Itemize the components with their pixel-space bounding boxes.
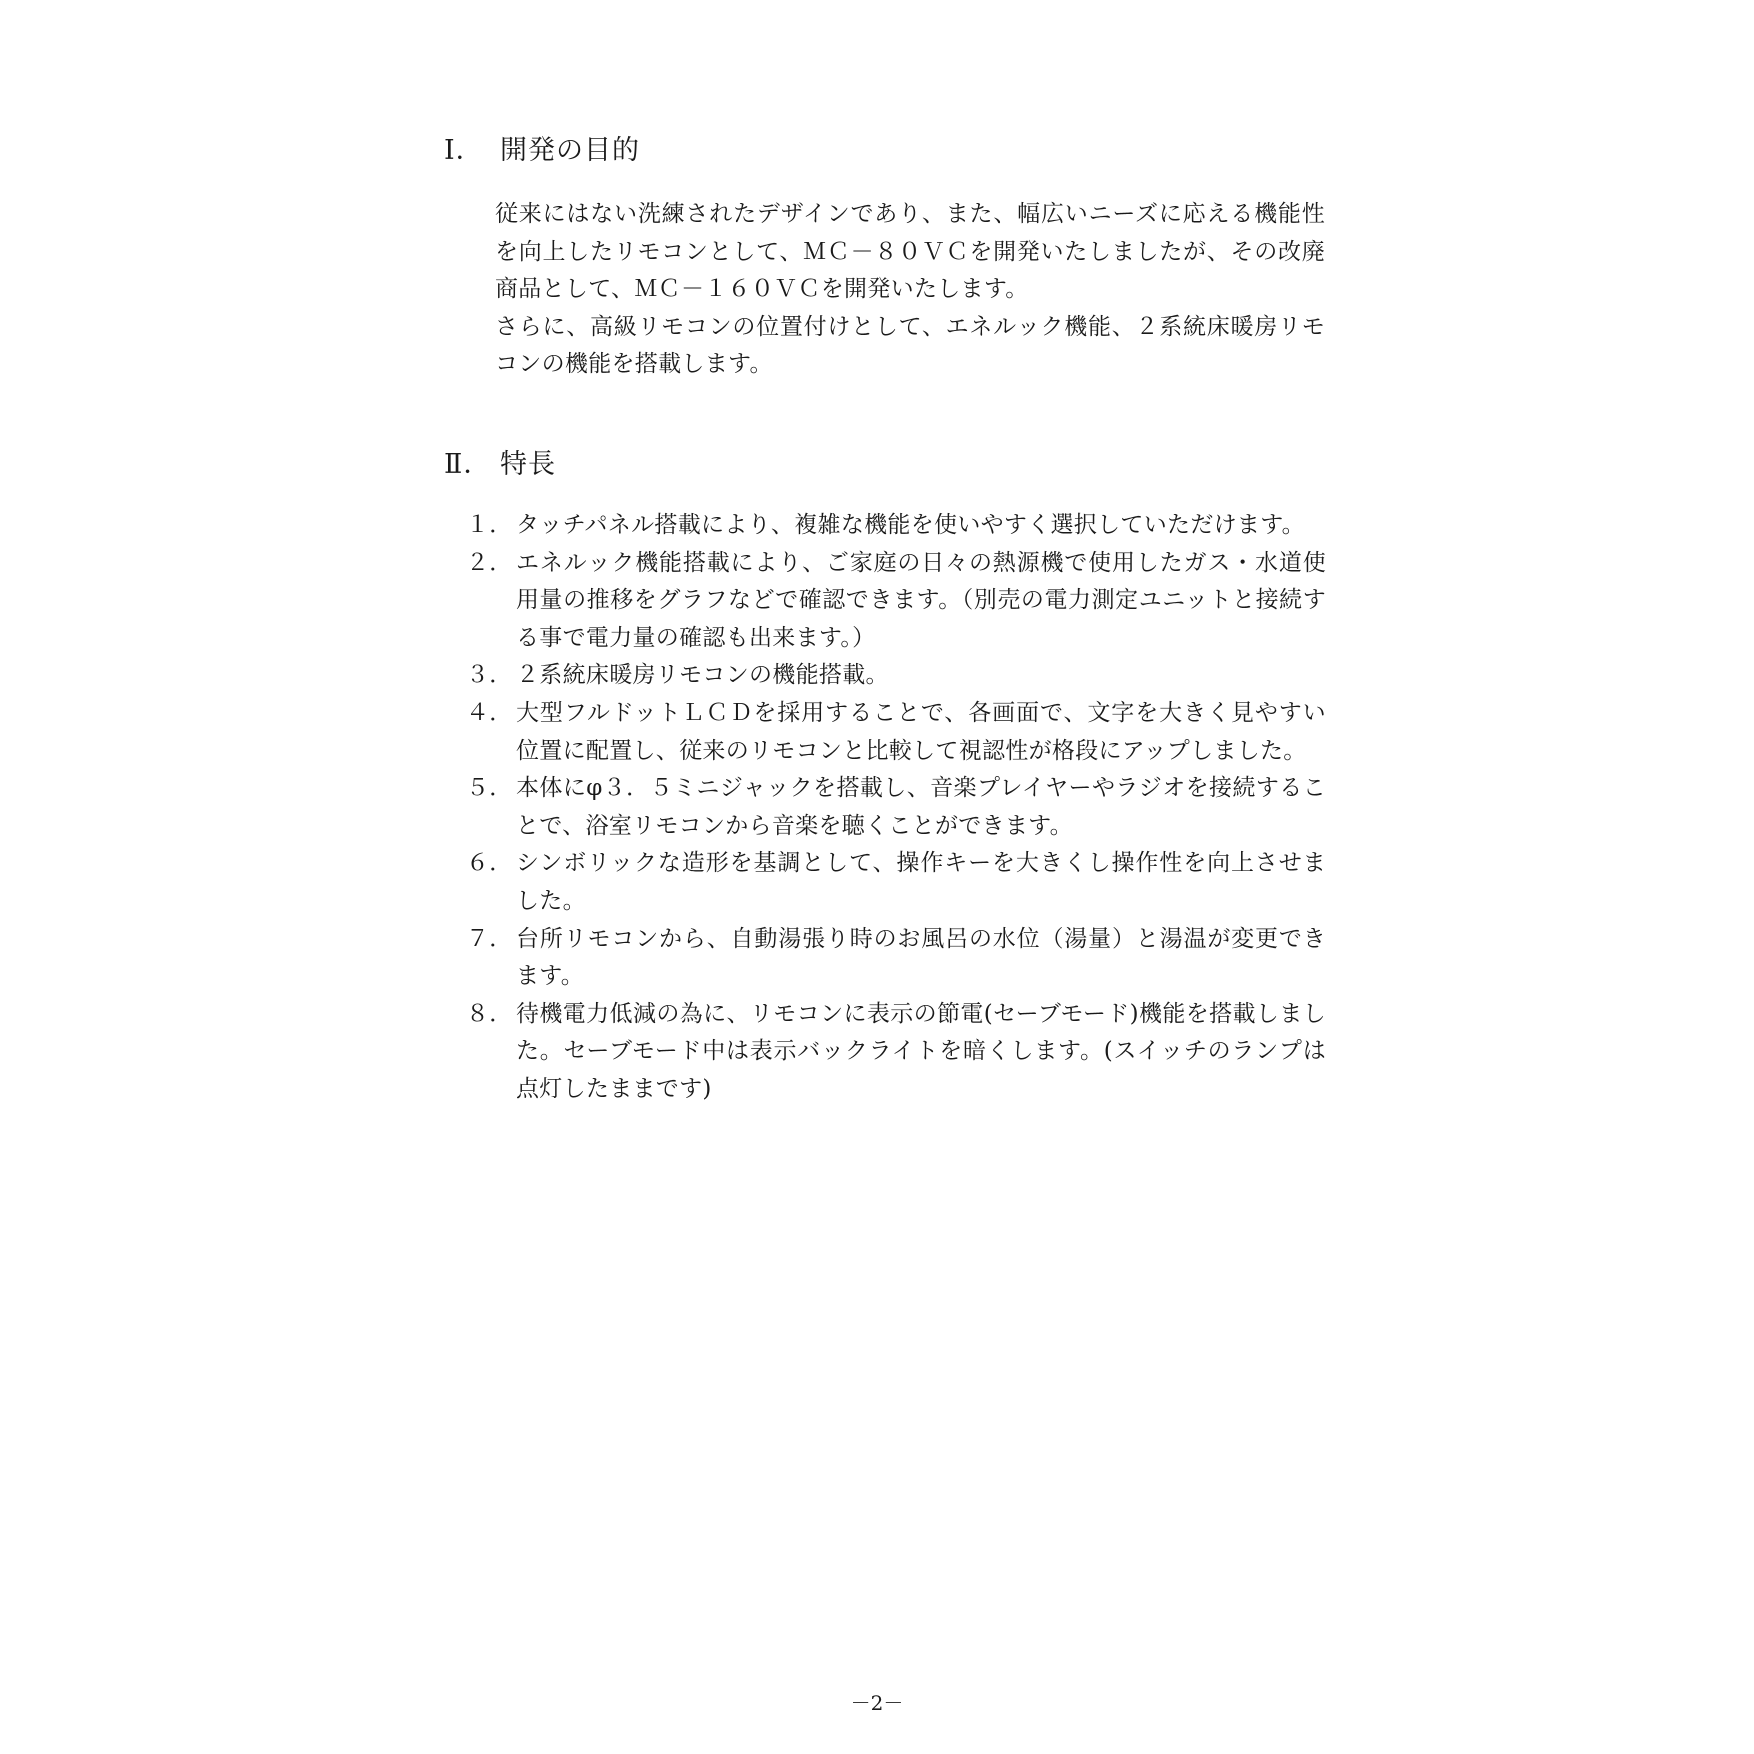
list-item xyxy=(466,996,1326,1109)
list-item-text: 台所リモコンから、自動湯張り時のお風呂の水位（湯量）と湯温が変更できます。 xyxy=(516,925,1326,990)
section-title: 特長 xyxy=(500,449,556,480)
section-heading-purpose xyxy=(444,134,640,168)
page-number: －2－ xyxy=(850,1691,904,1715)
section-title: 開発の目的 xyxy=(500,135,640,166)
list-item-number: ７． xyxy=(466,925,513,952)
section-number: Ⅱ． xyxy=(444,449,492,480)
list-item xyxy=(466,657,1326,695)
list-item xyxy=(466,845,1326,920)
list-item-text: エネルック機能搭載により、ご家庭の日々の熱源機で使用したガス・水道使用量の推移をグラフなどで確認できます。（別売の電力測定ユニットと接続する事で電力量の確認も出来ます。） xyxy=(516,549,1326,651)
section-heading-features xyxy=(444,448,556,482)
list-item xyxy=(466,507,1326,545)
list-item xyxy=(466,695,1326,770)
list-item-number: ２． xyxy=(466,549,513,576)
list-item-text: ２系統床暖房リモコンの機能搭載。 xyxy=(516,662,889,689)
list-item-text: 本体にφ３．５ミニジャックを搭載し、音楽プレイヤーやラジオを接続することで、浴室リモコンから音楽を聴くことができます。 xyxy=(516,775,1326,839)
feature-list xyxy=(466,507,1326,1109)
list-item-number: ５． xyxy=(466,775,513,802)
list-item-number: ８． xyxy=(466,1000,513,1027)
section-number: Ⅰ． xyxy=(444,135,484,166)
purpose-body xyxy=(495,196,1325,384)
list-item xyxy=(466,921,1326,996)
list-item-text: シンボリックな造形を基調として、操作キーを大きくし操作性を向上させました。 xyxy=(516,850,1326,914)
list-item-number: ４． xyxy=(466,699,513,726)
list-item-number: ３． xyxy=(466,662,513,689)
list-item-text: 待機電力低減の為に、リモコンに表示の節電(セーブモード)機能を搭載しました。セーブモード中は表示バックライトを暗くします。(スイッチのランプは点灯したままです) xyxy=(516,1000,1326,1102)
list-item xyxy=(466,770,1326,845)
list-item-number: ６． xyxy=(466,850,513,877)
list-item xyxy=(466,545,1326,658)
list-item-text: タッチパネル搭載により、複雑な機能を使いやすく選択していただけます。 xyxy=(516,512,1305,538)
paragraph: さらに、高級リモコンの位置付けとして、エネルック機能、２系統床暖房リモコンの機能を搭載します。 xyxy=(495,313,1325,378)
list-item-text: 大型フルドットＬＣＤを採用することで、各画面で、文字を大きく見やすい位置に配置し、従来のリモコンと比較して視認性が格段にアップしました。 xyxy=(516,699,1326,764)
paragraph: 従来にはない洗練されたデザインであり、また、幅広いニーズに応える機能性を向上したリモコンとして、ＭＣ－８０ＶＣを開発いたしましたが、その改廃商品として、ＭＣ－１６０ＶＣを開発いたします。 xyxy=(495,201,1325,303)
list-item-number: １． xyxy=(466,512,513,538)
